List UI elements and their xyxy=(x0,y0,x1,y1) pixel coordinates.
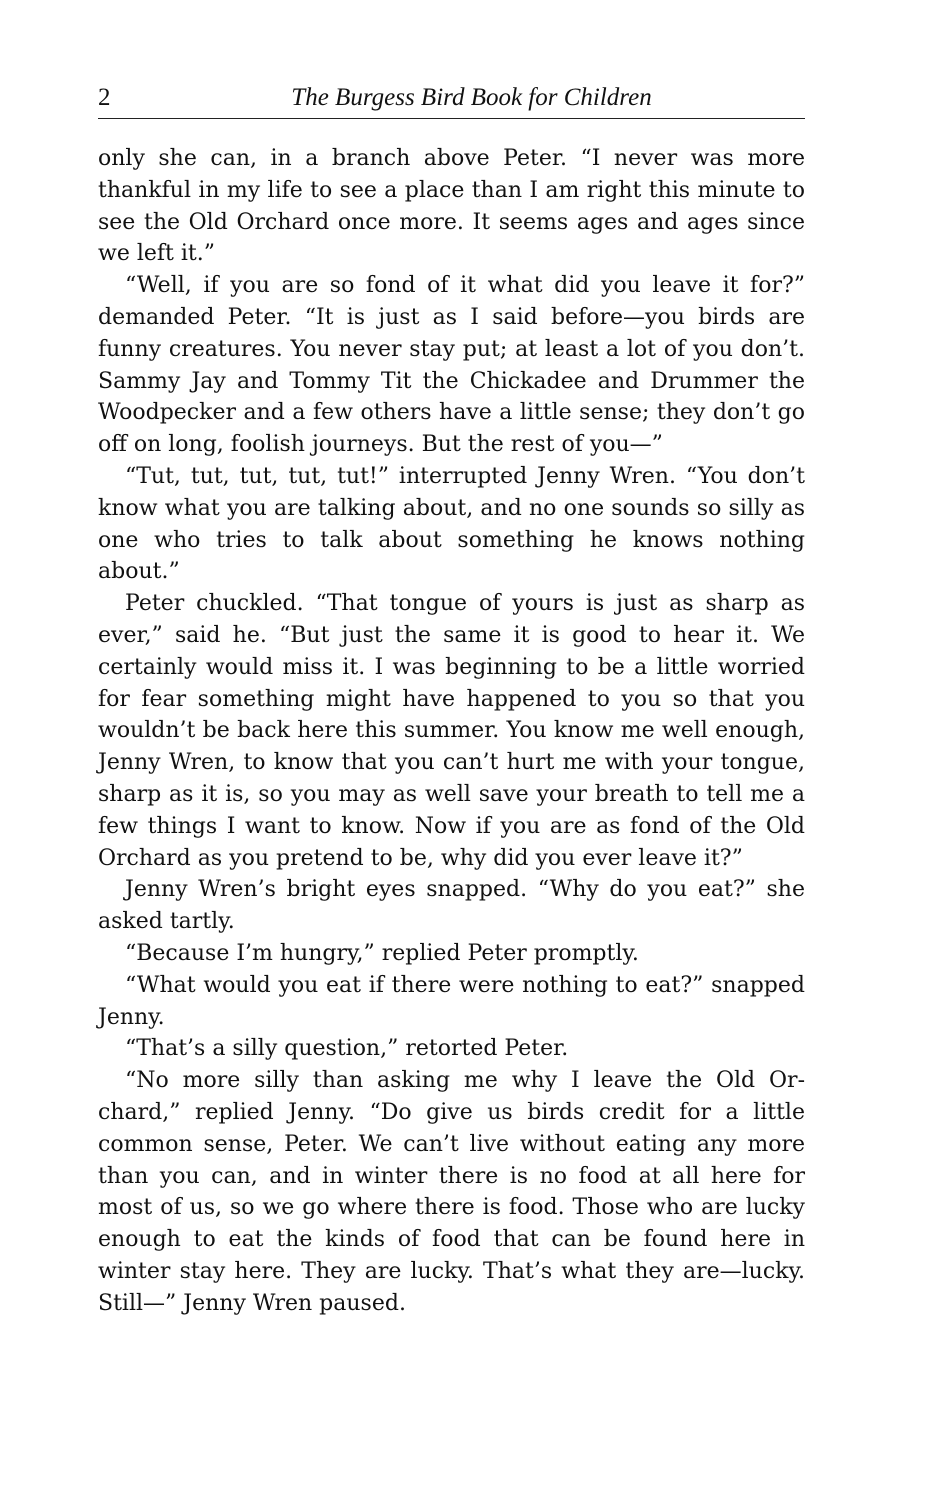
body-text xyxy=(98,143,805,1319)
running-title: The Burgess Bird Book for Children xyxy=(291,84,652,111)
paragraph-8: “That’s a silly question,” retorted Peter. xyxy=(125,1036,569,1062)
running-head xyxy=(98,82,805,119)
book-page xyxy=(98,82,805,1319)
paragraph-9: “No more silly than asking me why I leave the Old Or-chard,” replied Jenny. “Do give us birds credit for a little common sense, Peter. We can’t live without eating any more than you can, and in winter there is no food at all here for most of us, so we go where there is food. Those who are lucky enough to eat the kinds of food that can be found here in winter stay here. They are lucky. That’s what they are—lucky. Still—” Jenny Wren paused. xyxy=(98,1068,805,1316)
paragraph-2: “Well, if you are so fond of it what did you leave it for?” demanded Peter. “It is just as I said before—you birds are funny creatures. You never stay put; at least a lot of you don’t. Sammy Jay and Tommy Tit the Chickadee and Drummer the Woodpecker and a few others have a little sense; they don’t go off on long, foolish journeys. But the rest of you—” xyxy=(98,273,805,458)
paragraph-3: “Tut, tut, tut, tut, tut!” interrupted Jenny Wren. “You don’t know what you are talking about, and no one sounds so silly as one who tries to talk about something he knows nothing about.” xyxy=(98,463,805,585)
paragraph-5: Jenny Wren’s bright eyes snapped. “Why do you eat?” she asked tartly. xyxy=(98,877,805,935)
paragraph-1: only she can, in a branch above Peter. “I never was more thankful in my life to see a place than I am right this minute to see the Old Orchard once more. It seems ages and ages since we left it.” xyxy=(98,146,805,267)
paragraph-6: “Because I’m hungry,” replied Peter promptly. xyxy=(125,940,639,966)
paragraph-7: “What would you eat if there were nothing to eat?” snapped Jenny. xyxy=(98,972,805,1030)
paragraph-4: Peter chuckled. “That tongue of yours is just as sharp as ever,” said he. “But just the same it is good to hear it. We certainly would miss it. I was beginning to be a little worried for fear something might have happened to you so that you wouldn’t be back here this summer. You know me well enough, Jenny Wren, to know that you can’t hurt me with your tongue, sharp as it is, so you may as well save your breath to tell me a few things I want to know. Now if you are as fond of the Old Orchard as you pretend to be, why did you ever leave it?” xyxy=(98,591,805,871)
page-number: 2 xyxy=(98,84,111,111)
